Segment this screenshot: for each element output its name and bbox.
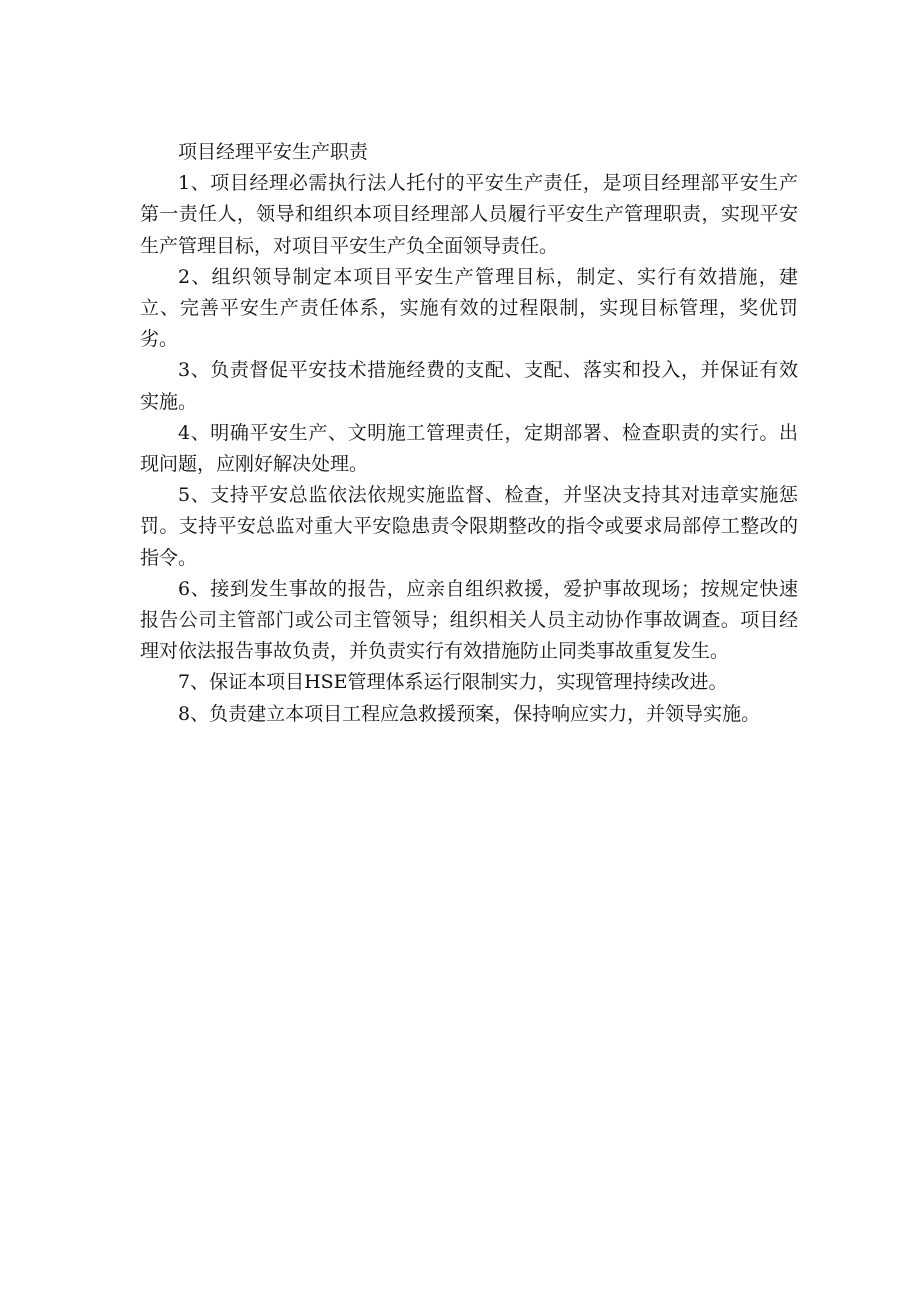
paragraph-6: 6、接到发生事故的报告，应亲自组织救援，爱护事故现场；按规定快速报告公司主管部门或公司主管领导；组织相关人员主动协作事故调查。项目经理对依法报告事故负责，并负责实行有效措施防止同类事故重复发生。 — [140, 577, 798, 663]
document-body — [140, 137, 798, 730]
paragraph-1: 1、项目经理必需执行法人托付的平安生产责任，是项目经理部平安生产第一责任人，领导和组织本项目经理部人员履行平安生产管理职责，实现平安生产管理目标，对项目平安生产负全面领导责任。 — [140, 172, 798, 257]
paragraph-4: 4、明确平安生产、文明施工管理责任，定期部署、检查职责的实行。出现问题，应刚好解决处理。 — [140, 421, 798, 476]
paragraph-8: 8、负责建立本项目工程应急救援预案，保持响应实力，并领导实施。 — [178, 702, 761, 725]
paragraph-7: 7、保证本项目HSE管理体系运行限制实力，实现管理持续改进。 — [178, 671, 728, 694]
paragraph-3: 3、负责督促平安技术措施经费的支配、支配、落实和投入，并保证有效实施。 — [140, 359, 798, 413]
paragraph-5: 5、支持平安总监依法依规实施监督、检查，并坚决支持其对违章实施惩罚。支持平安总监对重大平安隐患责令限期整改的指令或要求局部停工整改的指令。 — [140, 484, 798, 569]
paragraph-2: 2、组织领导制定本项目平安生产管理目标，制定、实行有效措施，建立、完善平安生产责任体系，实施有效的过程限制，实现目标管理，奖优罚劣。 — [140, 265, 798, 351]
document-title: 项目经理平安生产职责 — [178, 141, 369, 163]
